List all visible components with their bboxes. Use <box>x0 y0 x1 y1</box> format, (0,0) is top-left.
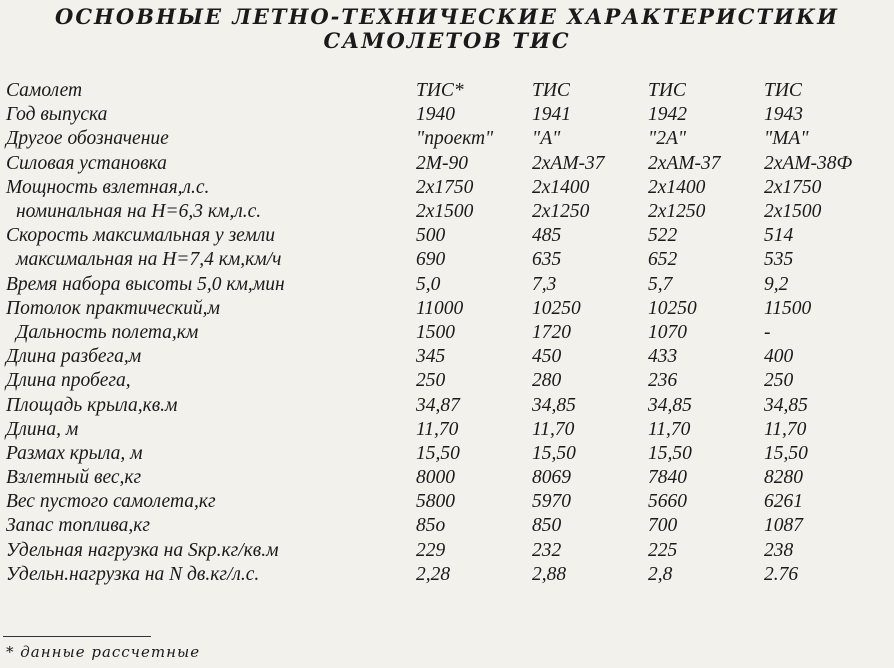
row-label: Время набора высоты 5,0 км,мин <box>6 273 285 295</box>
row-label: Длина разбега,м <box>6 346 142 368</box>
table-cell: 15,50 <box>648 442 692 464</box>
table-cell: 2,8 <box>648 563 673 585</box>
table-row <box>6 176 882 200</box>
table-cell: 2.76 <box>764 563 799 585</box>
table-row <box>6 103 882 127</box>
table-cell: 5660 <box>648 491 687 513</box>
table-cell: 2хАМ-38Ф <box>764 152 853 174</box>
table-cell: 11,70 <box>648 418 691 440</box>
table-cell: 232 <box>532 539 562 561</box>
table-cell: 5800 <box>416 491 455 513</box>
table-cell: 514 <box>764 225 794 247</box>
table-cell: "МА" <box>764 128 809 150</box>
table-cell: 2х1750 <box>416 176 474 198</box>
row-label: Мощность взлетная,л.с. <box>6 176 210 198</box>
table-cell: 2х1400 <box>648 176 706 198</box>
row-label: номинальная на Н=6,3 км,л.с. <box>16 201 262 223</box>
table-row <box>6 152 882 176</box>
row-label: Удельная нагрузка на Sкр.кг/кв.м <box>6 539 279 561</box>
table-cell: 85о <box>416 515 446 537</box>
table-cell: 8000 <box>416 467 455 489</box>
document-title-line-1: ОСНОВНЫЕ ЛЕТНО-ТЕХНИЧЕСКИЕ ХАРАКТЕРИСТИКИ <box>55 4 839 29</box>
row-label: Длина пробега, <box>6 370 131 392</box>
footnote-divider <box>3 636 151 637</box>
table-row <box>6 297 882 321</box>
table-cell: 10250 <box>532 297 581 319</box>
table-cell: 2х1250 <box>648 201 706 223</box>
table-cell: 34,85 <box>648 394 692 416</box>
table-cell: 11,70 <box>532 418 575 440</box>
table-cell: 2М-90 <box>416 152 468 174</box>
table-row <box>6 200 882 224</box>
row-label: Удельн.нагрузка на N дв.кг/л.с. <box>6 563 260 585</box>
row-label: Потолок практический,м <box>6 297 220 319</box>
table-cell: 2,28 <box>416 563 451 585</box>
table-cell: 5,0 <box>416 273 441 295</box>
table-cell: 652 <box>648 249 678 271</box>
table-cell: 433 <box>648 346 678 368</box>
table-cell: 7,3 <box>532 273 557 295</box>
document-title-line-2: САМОЛЕТОВ ТИС <box>323 28 571 53</box>
table-cell: - <box>764 321 771 343</box>
table-cell: 690 <box>416 249 446 271</box>
table-cell: 9,2 <box>764 273 789 295</box>
table-cell: 2хАМ-37 <box>532 152 605 174</box>
table-cell: 1941 <box>532 104 571 126</box>
table-cell: 635 <box>532 249 562 271</box>
table-cell: 2,88 <box>532 563 567 585</box>
table-cell: 345 <box>416 346 446 368</box>
table-cell: 850 <box>532 515 562 537</box>
table-cell: 11,70 <box>416 418 459 440</box>
table-row <box>6 514 882 538</box>
row-label: Размах крыла, м <box>6 442 143 464</box>
table-cell: 15,50 <box>532 442 576 464</box>
table-cell: 2х1500 <box>764 201 822 223</box>
table-cell: 7840 <box>648 467 687 489</box>
table-row <box>6 539 882 563</box>
table-cell: ТИС <box>764 80 802 102</box>
table-row <box>6 224 882 248</box>
table-cell: 2х1250 <box>532 201 590 223</box>
table-cell: 225 <box>648 539 678 561</box>
table-cell: 2хАМ-37 <box>648 152 721 174</box>
table-row <box>6 393 882 417</box>
table-row <box>6 345 882 369</box>
table-cell: "2А" <box>648 128 687 150</box>
table-row <box>6 442 882 466</box>
footnote: * данные рассчетные <box>6 643 201 661</box>
table-cell: 1943 <box>764 104 803 126</box>
table-cell: 280 <box>532 370 562 392</box>
table-cell: 229 <box>416 539 446 561</box>
row-label: Длина, м <box>6 418 79 440</box>
specifications-table <box>6 79 882 587</box>
table-cell: 10250 <box>648 297 697 319</box>
table-cell: 1070 <box>648 321 687 343</box>
table-cell: 238 <box>764 539 794 561</box>
row-label: Год выпуска <box>6 104 108 126</box>
table-row <box>6 248 882 272</box>
table-cell: 500 <box>416 225 446 247</box>
table-cell: "проект" <box>416 128 494 150</box>
table-cell: 8069 <box>532 467 571 489</box>
row-label: Скорость максимальная у земли <box>6 225 276 247</box>
table-cell: 1720 <box>532 321 571 343</box>
table-row <box>6 466 882 490</box>
table-cell: 34,87 <box>416 394 460 416</box>
table-row <box>6 490 882 514</box>
table-cell: 400 <box>764 346 794 368</box>
table-row <box>6 418 882 442</box>
row-label: Дальность полета,км <box>16 321 199 343</box>
row-label: Запас топлива,кг <box>6 515 150 537</box>
table-cell: 5,7 <box>648 273 673 295</box>
row-label: Площадь крыла,кв.м <box>6 394 178 416</box>
table-cell: 236 <box>648 370 678 392</box>
table-cell: 15,50 <box>764 442 808 464</box>
table-cell: 11,70 <box>764 418 807 440</box>
row-label: Вес пустого самолета,кг <box>6 491 216 513</box>
row-label: Другое обозначение <box>6 128 169 150</box>
table-row <box>6 79 882 103</box>
table-cell: 6261 <box>764 491 803 513</box>
table-cell: 250 <box>416 370 446 392</box>
table-cell: 1087 <box>764 515 803 537</box>
table-cell: 11000 <box>416 297 464 319</box>
table-cell: 15,50 <box>416 442 460 464</box>
table-cell: 700 <box>648 515 678 537</box>
table-cell: 5970 <box>532 491 571 513</box>
row-label: Взлетный вес,кг <box>6 467 142 489</box>
table-cell: "А" <box>532 128 561 150</box>
table-cell: 522 <box>648 225 678 247</box>
row-label: Силовая установка <box>6 152 167 174</box>
table-cell: 2х1400 <box>532 176 590 198</box>
table-cell: 11500 <box>764 297 812 319</box>
table-cell: 1500 <box>416 321 455 343</box>
table-cell: ТИС* <box>416 80 464 102</box>
table-cell: 485 <box>532 225 562 247</box>
table-cell: 450 <box>532 346 562 368</box>
table-row <box>6 321 882 345</box>
table-cell: 2х1750 <box>764 176 822 198</box>
table-cell: 34,85 <box>764 394 808 416</box>
row-label: Самолет <box>6 80 83 102</box>
table-cell: 34,85 <box>532 394 576 416</box>
table-cell: 250 <box>764 370 794 392</box>
table-row <box>6 273 882 297</box>
table-cell: 1942 <box>648 104 687 126</box>
table-row <box>6 369 882 393</box>
table-cell: ТИС <box>532 80 570 102</box>
table-cell: 1940 <box>416 104 455 126</box>
table-cell: 2х1500 <box>416 201 474 223</box>
table-cell: ТИС <box>648 80 686 102</box>
table-row <box>6 127 882 151</box>
table-cell: 8280 <box>764 467 803 489</box>
table-cell: 535 <box>764 249 794 271</box>
table-row <box>6 563 882 587</box>
row-label: максимальная на Н=7,4 км,км/ч <box>16 249 282 271</box>
